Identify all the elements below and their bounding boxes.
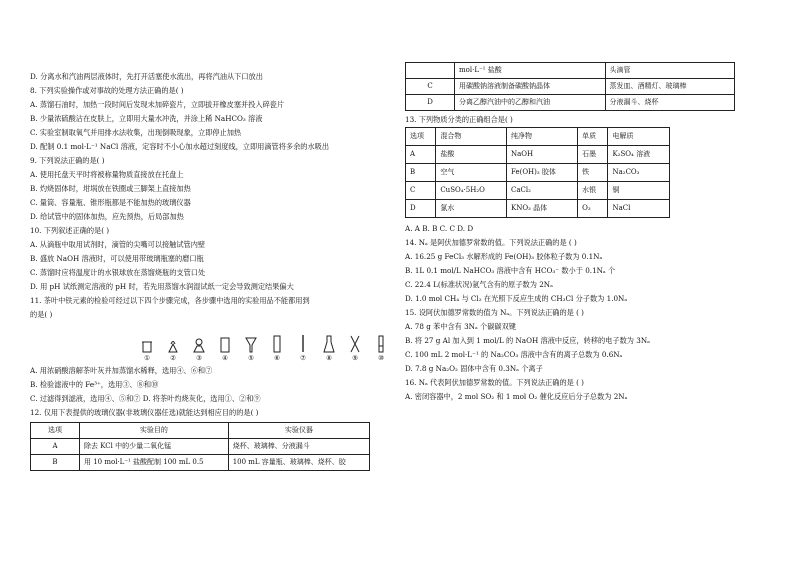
text-line: B. 盛放 NaOH 溶液时，可以使用带玻璃瓶塞的磨口瓶 <box>30 254 204 263</box>
table13-cell: 氯水 <box>436 200 507 218</box>
table13-cell: K₂SO₄ 溶液 <box>608 146 670 164</box>
left-text-block-1 <box>30 70 395 322</box>
text-line: 10. 下列叙述正确的是( ) <box>30 226 110 235</box>
text-line: C. 22.4 L(标准状况)氩气含有的原子数为 2Nₐ <box>405 280 553 289</box>
apparatus-number: ⑨ <box>352 354 358 362</box>
tongs-icon <box>348 334 362 354</box>
text-line: C. 100 mL 2 mol·L⁻¹ 的 Na₂CO₃ 溶液中含有的离子总数为 0.6Nₐ <box>405 350 623 359</box>
apparatus-number: ⑥ <box>274 354 280 362</box>
table12-header: 实验目的 <box>80 423 229 439</box>
text-line: A. 78 g 苯中含有 3Nₐ 个碳碳双键 <box>405 322 516 331</box>
apparatus-number: ① <box>144 354 150 362</box>
text-line: C. 实验室制取氧气并用排水法收集，出现倒吸现象，立即停止加热 <box>30 128 242 137</box>
table13-cell: B <box>406 164 436 182</box>
alcohol-lamp-icon <box>166 334 180 354</box>
text-line: C. 蒸馏时应将温度计的水银球放在蒸馏烧瓶的支管口处 <box>30 268 206 277</box>
table12-header: 实验仪器 <box>228 423 369 439</box>
text-line: D. 给试管中的固体加热，应先预热，后局部加热 <box>30 212 184 221</box>
text-line: 8. 下列实验操作或对事故的处理方法正确的是( ) <box>30 86 184 95</box>
table-q13 <box>405 127 670 218</box>
text-line: A. 密闭容器中，2 mol SO₂ 和 1 mol O₂ 催化反应后分子总数为 2Nₐ <box>405 392 628 401</box>
text-line: A. 用浓硝酸溶解茶叶灰并加蒸馏水稀释，选用④、⑥和⑦ <box>30 366 213 375</box>
text-line: 的是( ) <box>30 310 53 319</box>
text-line: 15. 设阿伏加德罗常数的值为 Nₐ。下列说法正确的是 ( ) <box>405 308 584 317</box>
table12-cell: B <box>31 455 80 471</box>
text-line: B. 将 27 g Al 加入到 1 mol/L 的 NaOH 溶液中反应，转移的电子数为 3Nₐ <box>405 336 650 345</box>
apparatus-number: ② <box>170 354 176 362</box>
table13-cell: NaOH <box>506 146 577 164</box>
apparatus-number: ⑦ <box>300 354 306 362</box>
table12c-cell: 分液漏斗、烧杯 <box>605 95 734 111</box>
text-line: C. 量筒、容量瓶、锥形瓶都是不能加热的玻璃仪器 <box>30 198 191 207</box>
apparatus-numbers <box>140 354 395 364</box>
text-line: C. 过滤得到滤液，选用④、⑤和⑦ D. 将茶叶灼烧灰化，选用①、②和⑨ <box>30 394 261 403</box>
left-text-block-2 <box>30 364 395 420</box>
table13-cell: Na₂CO₃ <box>608 164 670 182</box>
table13-cell: NaCl <box>608 200 670 218</box>
table12c-cell: 头滴管 <box>605 63 734 79</box>
table13-cell: 空气 <box>436 164 507 182</box>
table13-cell: 石墨 <box>578 146 608 164</box>
table13-cell: Fe(OH)₃ 胶体 <box>506 164 577 182</box>
table12-cell: 烧杯、玻璃棒、分液漏斗 <box>228 439 369 455</box>
table13-header: 纯净物 <box>506 128 577 146</box>
table13-header: 电解质 <box>608 128 670 146</box>
text-line: A. A B. B C. C D. D <box>405 224 474 233</box>
table13-header: 选项 <box>406 128 436 146</box>
text-line: B. 检验滤液中的 Fe³⁺，选用③、⑧和⑩ <box>30 380 159 389</box>
table12c-cell: 用碳酸钠溶液制备碳酸钠晶体 <box>455 79 606 95</box>
table12-header: 选项 <box>31 423 80 439</box>
table12-cell: 除去 KCl 中的少量二氧化锰 <box>80 439 229 455</box>
text-line: D. 配制 0.1 mol·L⁻¹ NaCl 溶液，定容时不小心加水超过刻度线，立即用滴管将多余的水吸出 <box>30 142 330 151</box>
table12-cell: 100 mL 容量瓶、玻璃棒、烧杯、胶 <box>228 455 369 471</box>
text-line: B. 灼烧固体时，坩埚放在铁圈或三脚架上直接加热 <box>30 184 191 193</box>
table13-cell: KNO₃ 晶体 <box>506 200 577 218</box>
question-13: 13. 下列物质分类的正确组合是( ) <box>405 115 513 124</box>
table12c-cell: mol·L⁻¹ 盐酸 <box>455 63 606 79</box>
beaker-icon <box>140 334 154 354</box>
apparatus-number: ⑧ <box>326 354 332 362</box>
text-line: D. 1.0 mol CH₄ 与 Cl₂ 在光照下反应生成的 CH₃Cl 分子数为 1.0Nₐ <box>405 294 628 303</box>
apparatus-number: ③ <box>196 354 202 362</box>
text-line: B. 1L 0.1 mol/L NaHCO₃ 溶液中含有 HCO₃⁻ 数小于 0.1Nₐ 个 <box>405 266 616 275</box>
table12-cell: A <box>31 439 80 455</box>
table13-cell: A <box>406 146 436 164</box>
text-line: 12. 仅用下表提供的玻璃仪器(非玻璃仪器任选)就能达到相应目的的是( ) <box>30 408 259 417</box>
text-line: A. 16.25 g FeCl₃ 水解形成的 Fe(OH)₃ 胶体粒子数为 0.1Nₐ <box>405 252 603 261</box>
apparatus-number: ④ <box>222 354 228 362</box>
text-line: B. 少量浓硫酸沾在皮肤上，立即用大量水冲洗，并涂上稀 NaHCO₃ 溶液 <box>30 114 263 123</box>
flask-icon <box>322 334 336 354</box>
table13-cell: O₃ <box>578 200 608 218</box>
table12-cell: 用 10 mol·L⁻¹ 盐酸配制 100 mL 0.5 <box>80 455 229 471</box>
text-line: D. 用 pH 试纸测定溶液的 pH 时，若先用蒸馏水润湿试纸一定会导致测定结果偏大 <box>30 282 294 291</box>
text-line: D. 7.8 g Na₂O₂ 固体中含有 0.3Nₐ 个离子 <box>405 364 543 373</box>
table13-cell: CuSO₄·5H₂O <box>436 182 507 200</box>
table13-cell: 铜 <box>608 182 670 200</box>
table13-cell: 水银 <box>578 182 608 200</box>
table13-cell: D <box>406 200 436 218</box>
crucible-icon <box>192 334 206 354</box>
table12c-cell: 蒸发皿、酒精灯、玻璃棒 <box>605 79 734 95</box>
text-line: D. 分离水和汽油两层液体时，先打开活塞使水流出，再将汽油从下口放出 <box>30 72 263 81</box>
table13-cell: 盐酸 <box>436 146 507 164</box>
table12c-cell: 分离乙醇汽油中的乙醇和汽油 <box>455 95 606 111</box>
table-q12 <box>30 422 370 471</box>
text-line: 14. Nₐ 是阿伏加德罗常数的值。下列说法正确的是 ( ) <box>405 238 577 247</box>
table13-cell: C <box>406 182 436 200</box>
left-column <box>30 70 395 471</box>
text-line: 11. 茶叶中铁元素的检验可经过以下四个步骤完成，各步骤中选用的实验用品不能都用到 <box>30 296 310 305</box>
table13-cell: 铁 <box>578 164 608 182</box>
right-column <box>405 62 750 404</box>
text-line: 16. Nₐ 代表阿伏加德罗常数的值。下列说法正确的是 ( ) <box>405 378 584 387</box>
text-line: A. 从滴瓶中取用试剂时，滴管的尖嘴可以接触试管内壁 <box>30 240 206 249</box>
funnel-icon <box>244 334 258 354</box>
glass-rod-icon <box>296 334 310 354</box>
apparatus-number: ⑩ <box>378 354 384 362</box>
test-tube-icon <box>270 334 284 354</box>
table12c-cell <box>406 63 455 79</box>
table12c-cell: C <box>406 79 455 95</box>
table13-header: 单质 <box>578 128 608 146</box>
dropper-icon <box>374 334 388 354</box>
right-text-block <box>405 222 750 404</box>
apparatus-number: ⑤ <box>248 354 254 362</box>
table-q12-continued <box>405 62 735 111</box>
graduated-cylinder-icon <box>218 334 232 354</box>
table13-header: 混合物 <box>436 128 507 146</box>
table12c-cell: D <box>406 95 455 111</box>
apparatus-icons <box>140 326 395 354</box>
table13-cell: CaCl₂ <box>506 182 577 200</box>
text-line: 9. 下列说法正确的是( ) <box>30 156 105 165</box>
text-line: A. 使用托盘天平时将被称量物质直接放在托盘上 <box>30 170 184 179</box>
text-line: A. 蒸馏石油时，加热一段时间后发现未加碎瓷片，立即拔开橡皮塞并投入碎瓷片 <box>30 100 285 109</box>
